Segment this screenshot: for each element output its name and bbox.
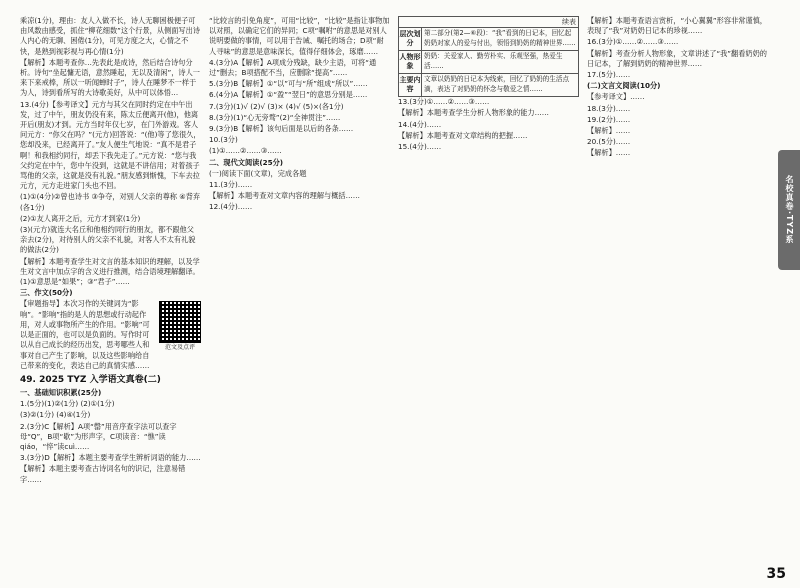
paragraph: (2)①友人离开之后，元方才到家(1分) [20, 213, 141, 223]
answer-item: 13.(3分)①……②……③…… [398, 97, 490, 107]
row-text: 奶奶：关爱家人、勤劳朴实、乐观坚强，热爱生活…… [424, 52, 563, 70]
paragraph: 8.(3分)(1)“心无旁骛”(2)“全神贯注”…… [209, 112, 341, 122]
paragraph: 16.(3分)①……②……③…… [587, 37, 679, 47]
column-1 [20, 16, 201, 564]
side-tab: 名校真卷·TYZ系 [778, 150, 800, 270]
paragraph: 【解析】本题考查你…先表此是成诗，然后结合诗句分析。诗句“坐起慵无语，意然睡起，无以及清闲”，诗人一来下来戒棒，所以一听闻蝉时子”，诗人在睡梦不一样于为人，诗到看所写的大诗歌美好，从中可以体悟… [20, 57, 200, 98]
section-heading: 一、基础知识积累(25分) [20, 387, 102, 397]
table-row [399, 50, 578, 73]
paragraph: (1)①(4分)②曾也诗书 ③争夺，对别人父亲的尊称 ④背弃(各1分) [20, 192, 201, 212]
answer-item: 15.(4分)…… [398, 142, 442, 152]
structure-table [398, 16, 579, 97]
qr-code-icon [159, 301, 201, 343]
paragraph: 20.(5分)…… [587, 137, 631, 147]
paragraph: 5.(3分)B【解析】①“以”可与“所”组成“所以”…… [209, 79, 368, 89]
exam-title: 49. 2025 TYZ 入学语文真卷(二) [20, 374, 161, 385]
qr-caption: 范文及点评 [164, 344, 195, 352]
section-heading: (二)文言文阅读(10分) [587, 81, 661, 91]
paragraph: 乘凉(1分)，理由：友人入做不长，诗人无聊困极便子可由风数由感受，抓住“柳花细数”这个行景，从侧面写出诗人内心的无聊、困倦(1分)，可见方度之大，心情之不快，是熟到视彩视与再心情(1分) [20, 16, 200, 56]
paragraph: (一)阅读下面(文章)，完成各题 [209, 168, 307, 178]
paragraph: 7.(3分)(1)√ (2)√ (3)× (4)√ (5)×(各1分) [209, 101, 344, 111]
paragraph: (1)①……②……③…… [209, 146, 282, 156]
paragraph: 10.(3分) [209, 135, 238, 145]
paragraph: 9.(3分)B【解析】该句后面是以后的各条…… [209, 124, 354, 134]
answer-item: 【解析】本题考查对文章结构的把握…… [398, 130, 528, 140]
qr-code[interactable] [159, 301, 201, 352]
answer-item: (3)②(1分) (4)④(1分) [20, 410, 91, 420]
paragraph: 【解析】本题考查语言赏析，“小心翼翼”形容非常谨慎，表现了“我”对奶奶日记本的珍视…… [587, 16, 767, 36]
paragraph: 【解析】…… [587, 148, 631, 158]
row-text: 第二部分(第2—⑥段)：“我”看到的日记本，回忆起奶奶对家人的爱与付出，领悟到奶奶的精神世界…… [424, 29, 576, 47]
paragraph: 12.(4分)…… [209, 202, 253, 212]
paragraph: 【审题指导】本次习作的关键词为“影响”。“影响”指的是人的思想或行动起作用，对人或事物所产生的作用。“影响”可以是正面的，也可以是负面的。写作时可以从自己成长的经历出发，思考哪些人和事对自己产生了影响，以及这些影响给自己带来的变化，表达自己的真情实感…… [20, 299, 150, 370]
paragraph: “比较言的引免角度”，可用“比较”，“比较”是指让事物加以对照，以确定它们的异同；C项“嘱咐”的意思是对别人说明要做的事情，可以用于告诫、嘱托的场合；D项“耐人寻味”的意思是意味深长，值得仔细体会，琢磨…… [209, 16, 390, 56]
row-label: 层次划分 [399, 28, 422, 50]
page-number: 35 [766, 566, 786, 582]
paragraph: 17.(5分)…… [587, 70, 631, 80]
paragraph: 【解析】本题考查对文章内容的理解与概括…… [209, 191, 360, 201]
answer-item: 3.(3分)D【解析】本题主要考查学生辨析词语的能力…… [20, 453, 201, 463]
section-heading: 二、现代文阅读(25分) [209, 157, 284, 167]
answer-item: 【解析】本题主要考查古诗词名句的识记，注意易错字…… [20, 464, 186, 484]
answer-item: 1.(5分)(1)②(1分) (2)①(1分) [20, 399, 115, 409]
table-row [399, 27, 578, 50]
column-3 [398, 16, 579, 564]
answer-item: 14.(4分)…… [398, 119, 442, 129]
paragraph: 13.(4分)【参考译文】元方与其父在同时约定在中午出发，过了中午，朋友仍没有来，陈太丘便离开(他)，他离开后(朋友)才到。元方当时年仅七岁，在门外游戏。客人问元方：“你父在吗？”(元方)回答说：“(他)等了您很久，您却没来，已经离开了。”友人便生气地说：“真不是君子啊！和我相约同行，却丢下我先走了。”元方说：“您与我父约定在中午，您中午没到，这就是不讲信用；对着孩子骂他的父亲，这就是没有礼貌。”朋友感到惭愧，下车去拉元方，元方走进家门头也不回。 [20, 99, 201, 191]
column-4 [587, 16, 768, 564]
paragraph: 19.(2分)…… [587, 114, 631, 124]
row-text: 文章以奶奶的日记本为线索，回忆了奶奶的生活点滴，表达了对奶奶的怀念与敬爱之情…… [424, 75, 570, 93]
paragraph: 【参考译文】…… [587, 92, 645, 102]
paragraph: 6.(4分)A【解析】①“盈”“翌日”的意思分别是…… [209, 90, 368, 100]
page-columns [20, 16, 768, 564]
paragraph: 【解析】本题考查学生对文言的基本知识的理解，以及学生对文言中加点字的含义进行推测，结合语境理解翻译。(1)①意思是“如果”；③“君子”…… [20, 256, 200, 287]
paragraph: (3)(元方)就连大名丘和他相约同行的朋友，都不跟他父亲去(2分)，对待别人的父亲不礼貌，对客人不太有礼貌的做法(2分) [20, 225, 196, 255]
paragraph: 【解析】考查分析人物形象，文章讲述了“我”翻看奶奶的日记本，了解到奶奶的精神世界…… [587, 48, 767, 68]
table-title: 续表 [562, 18, 576, 26]
answer-item: 2.(3分)C【解析】A项“罄”用音序查字法可以查字母“Q”，B项“歇”为形声字，C项读音：“憔”读qiáo，“悴”读cuì…… [20, 421, 177, 451]
row-label: 人物形象 [399, 51, 422, 73]
section-heading: 三、作文(50分) [20, 288, 73, 298]
paragraph: 4.(3分)A【解析】A项成分残缺，缺少主语，可将“通过”删去；B项搭配不当，应删除“提高”…… [209, 57, 377, 78]
row-label: 主要内容 [399, 74, 422, 96]
paragraph: 【解析】…… [587, 126, 631, 136]
paragraph: 11.(3分)…… [209, 180, 253, 190]
table-row [399, 73, 578, 96]
answer-item: 【解析】本题考查学生分析人物形象的能力…… [398, 108, 549, 118]
column-2 [209, 16, 390, 564]
paragraph: 18.(3分)…… [587, 103, 631, 113]
